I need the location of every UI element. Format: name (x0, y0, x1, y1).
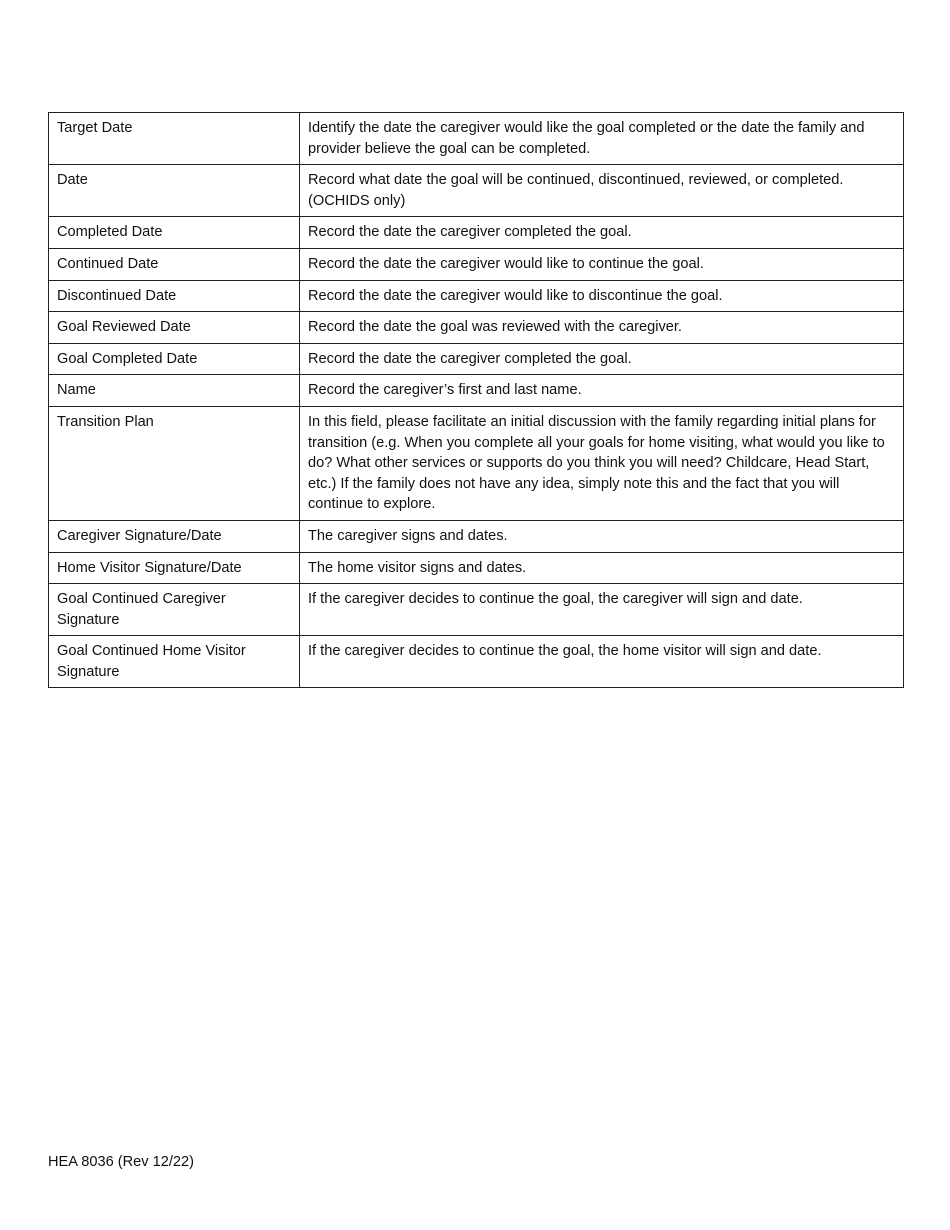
table-row (49, 248, 904, 280)
field-name-cell: Completed Date (49, 217, 300, 249)
field-name-cell: Transition Plan (49, 406, 300, 520)
table-row (49, 406, 904, 520)
field-definitions-table (48, 112, 904, 688)
field-name-cell: Continued Date (49, 248, 300, 280)
field-description-cell: Identify the date the caregiver would like the goal completed or the date the family and provider believe the goal can be completed. (300, 113, 904, 165)
field-name-cell: Home Visitor Signature/Date (49, 552, 300, 584)
field-name-cell: Discontinued Date (49, 280, 300, 312)
table-row (49, 312, 904, 344)
table-row (49, 165, 904, 217)
field-name-cell: Goal Continued Home Visitor Signature (49, 636, 300, 688)
field-name-cell: Name (49, 375, 300, 407)
field-description-cell: Record the date the caregiver would like to continue the goal. (300, 248, 904, 280)
field-description-cell: In this field, please facilitate an initial discussion with the family regarding initial plans for transition (e.g. When you complete all your goals for home visiting, what would you like to do? What other services or supports do you think you will need? Childcare, Head Start, etc.) If the family does not have any idea, simply note this and the fact that you will continue to explore. (300, 406, 904, 520)
field-name-cell: Caregiver Signature/Date (49, 520, 300, 552)
field-name-cell: Goal Completed Date (49, 343, 300, 375)
field-description-cell: Record the date the goal was reviewed with the caregiver. (300, 312, 904, 344)
form-footer-id: HEA 8036 (Rev 12/22) (48, 1154, 195, 1170)
table-row (49, 520, 904, 552)
field-description-cell: If the caregiver decides to continue the goal, the caregiver will sign and date. (300, 584, 904, 636)
field-description-cell: The caregiver signs and dates. (300, 520, 904, 552)
field-description-cell: The home visitor signs and dates. (300, 552, 904, 584)
field-name-cell: Goal Continued Caregiver Signature (49, 584, 300, 636)
field-description-cell: Record the date the caregiver completed the goal. (300, 217, 904, 249)
table-row (49, 636, 904, 688)
table-row (49, 584, 904, 636)
field-description-cell: Record the date the caregiver would like to discontinue the goal. (300, 280, 904, 312)
field-name-cell: Target Date (49, 113, 300, 165)
table-row (49, 552, 904, 584)
table-row (49, 280, 904, 312)
table-row (49, 217, 904, 249)
field-description-cell: Record what date the goal will be continued, discontinued, reviewed, or completed. (OCHIDS only) (300, 165, 904, 217)
table-row (49, 375, 904, 407)
field-name-cell: Date (49, 165, 300, 217)
field-description-cell: Record the date the caregiver completed the goal. (300, 343, 904, 375)
table-row (49, 113, 904, 165)
field-description-cell: If the caregiver decides to continue the goal, the home visitor will sign and date. (300, 636, 904, 688)
field-description-cell: Record the caregiver’s first and last name. (300, 375, 904, 407)
field-name-cell: Goal Reviewed Date (49, 312, 300, 344)
table-row (49, 343, 904, 375)
